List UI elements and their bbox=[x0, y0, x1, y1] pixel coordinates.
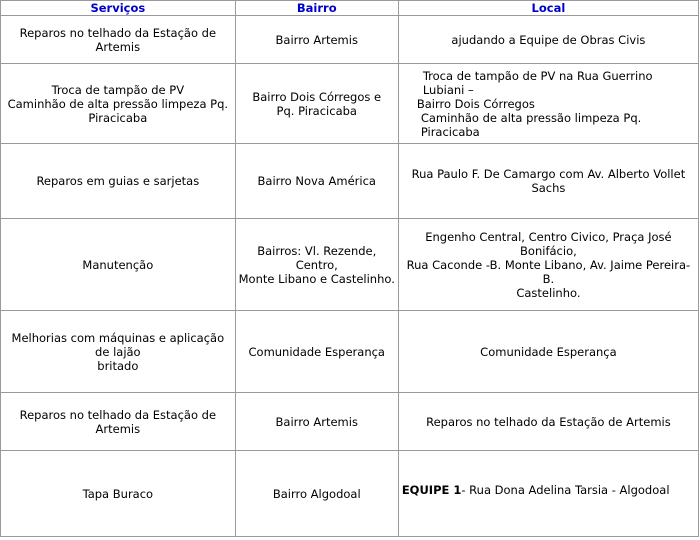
bairro-line: Pq. Piracicaba bbox=[276, 103, 357, 118]
servico-line: Melhorias com máquinas e aplicação de lajão bbox=[11, 330, 225, 359]
bairro-line: Comunidade Esperança bbox=[248, 344, 385, 359]
bairro-cell bbox=[235, 64, 398, 144]
table-row bbox=[1, 311, 699, 393]
header-servicos: Serviços bbox=[1, 1, 236, 16]
local-cell bbox=[398, 219, 698, 311]
local-cell bbox=[398, 16, 698, 64]
servico-line: Manutenção bbox=[82, 257, 154, 272]
bairro-cell bbox=[235, 219, 398, 311]
bairro-line: Bairro Dois Córregos e bbox=[252, 89, 382, 104]
local-line: Comunidade Esperança bbox=[480, 344, 617, 359]
local-cell bbox=[398, 144, 698, 219]
servico-cell bbox=[1, 311, 236, 393]
local-cell bbox=[398, 393, 698, 451]
bairro-cell bbox=[235, 393, 398, 451]
local-line: ajudando a Equipe de Obras Civis bbox=[451, 32, 646, 47]
local-team-label: EQUIPE 1 bbox=[401, 483, 462, 497]
local-line: Engenho Central, Centro Civico, Praça José Bonifácio, bbox=[425, 229, 672, 258]
servico-line: Troca de tampão de PV bbox=[51, 82, 185, 97]
table-row bbox=[1, 451, 699, 537]
bairro-cell bbox=[235, 311, 398, 393]
servico-cell bbox=[1, 451, 236, 537]
table-row bbox=[1, 64, 699, 144]
local-line: Troca de tampão de PV na Rua Guerrino Lubiani – bbox=[422, 68, 653, 97]
local-cell bbox=[398, 451, 698, 537]
local-line: Reparos no telhado da Estação de Artemis bbox=[426, 414, 671, 429]
local-line: Castelinho. bbox=[516, 285, 581, 300]
bairro-line: Bairro Artemis bbox=[275, 32, 358, 47]
header-local: Local bbox=[398, 1, 698, 16]
local-line: Bairro Dois Córregos bbox=[416, 96, 535, 111]
local-line: Caminhão de alta pressão limpeza Pq. Piracicaba bbox=[420, 110, 642, 139]
bairro-cell bbox=[235, 451, 398, 537]
table-row bbox=[1, 16, 699, 64]
servico-line: Caminhão de alta pressão limpeza Pq. bbox=[7, 96, 229, 111]
table-row bbox=[1, 393, 699, 451]
local-line: Rua Paulo F. De Camargo com Av. Alberto Vollet Sachs bbox=[411, 167, 686, 195]
servico-line: Reparos em guias e sarjetas bbox=[36, 174, 200, 188]
local-cell bbox=[398, 311, 698, 393]
servico-line: Reparos no telhado da Estação de Artemis bbox=[19, 407, 217, 436]
local-line: - Rua Dona Adelina Tarsia - Algodoal bbox=[461, 483, 670, 497]
servico-line: britado bbox=[97, 358, 139, 373]
bairro-line: Bairro Algodoal bbox=[272, 486, 361, 501]
servico-cell bbox=[1, 393, 236, 451]
servico-cell bbox=[1, 219, 236, 311]
bairro-line: Bairro Nova América bbox=[257, 174, 376, 188]
table-row bbox=[1, 144, 699, 219]
table-row bbox=[1, 219, 699, 311]
header-bairro: Bairro bbox=[235, 1, 398, 16]
servico-cell bbox=[1, 64, 236, 144]
bairro-cell bbox=[235, 144, 398, 219]
bairro-line: Bairros: Vl. Rezende, Centro, bbox=[257, 243, 377, 272]
bairro-line: Bairro Artemis bbox=[275, 414, 358, 429]
servico-line: Reparos no telhado da Estação de Artemis bbox=[19, 25, 217, 54]
header-row bbox=[1, 1, 699, 16]
servico-line: Tapa Buraco bbox=[82, 486, 154, 501]
local-line: Rua Caconde -B. Monte Libano, Av. Jaime Pereira- B. bbox=[406, 257, 691, 286]
bairro-cell bbox=[235, 16, 398, 64]
servico-cell bbox=[1, 144, 236, 219]
bairro-line: Monte Libano e Castelinho. bbox=[238, 271, 395, 286]
servico-line: Piracicaba bbox=[88, 110, 148, 125]
local-cell bbox=[398, 64, 698, 144]
servico-cell bbox=[1, 16, 236, 64]
